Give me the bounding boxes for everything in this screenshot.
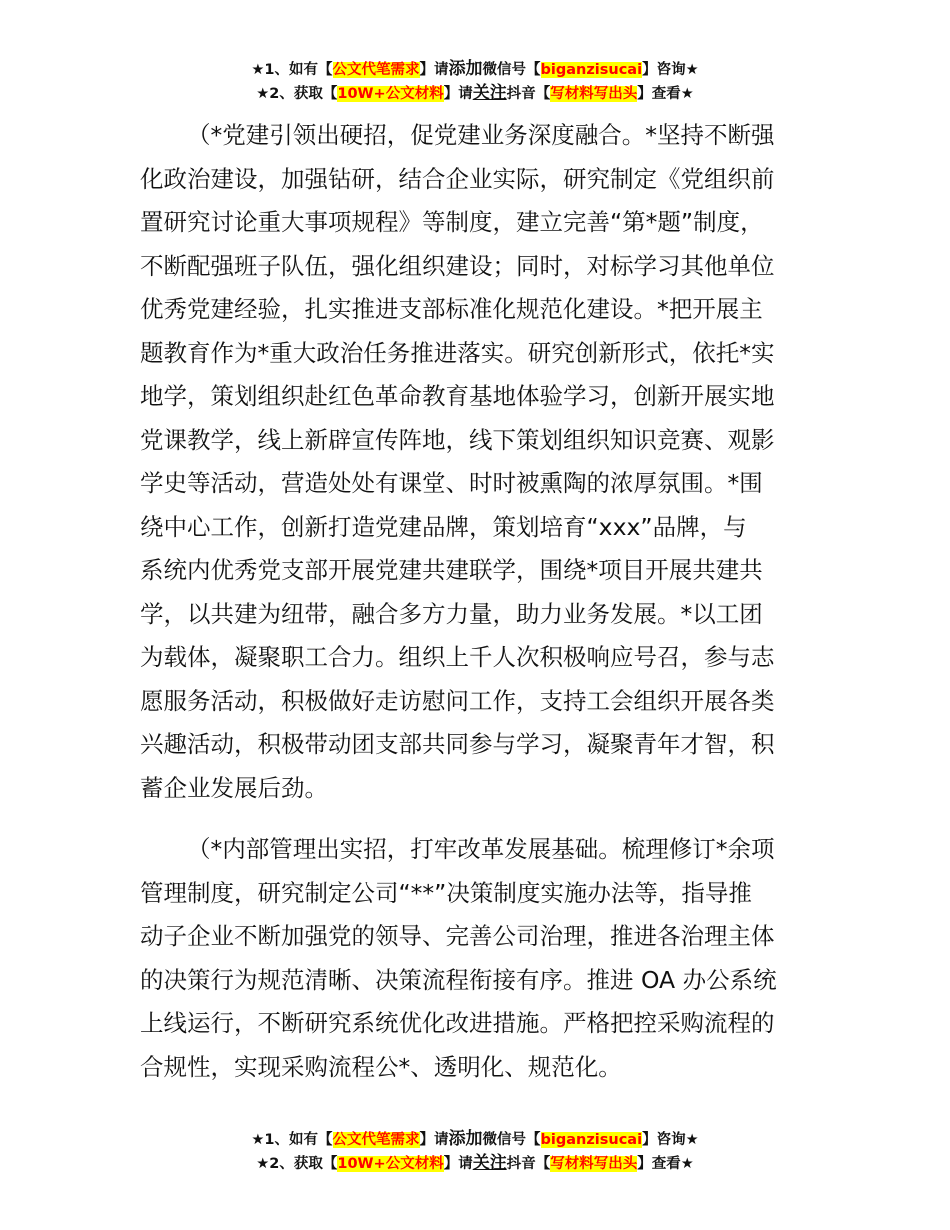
text-line: （*党建引领出硬招，促党建业务深度融合。*坚持不断强 [187, 121, 775, 149]
banner-prefix: ★2、获取 [256, 86, 323, 102]
text-line: 优秀党建经验，扎实推进支部标准化规范化建设。*把开展主 [140, 295, 763, 323]
banner-text: 微信号 [482, 1132, 527, 1148]
text-line: 系统内优秀党支部开展党建共建联学，围绕*项目开展共建共 [140, 556, 763, 584]
highlight-wechat-id: biganzisucai [540, 1132, 643, 1148]
highlight-ghostwriting-demand: 公文代笔需求 [332, 1132, 420, 1148]
text-line: 的决策行为规范清晰、决策流程衔接有序。推进 OA 办公系统 [140, 965, 777, 994]
text-line: 党课教学，线上新辟宣传阵地，线下策划组织知识竞赛、观影 [140, 425, 775, 454]
text-line: 学史等活动，营造处处有课堂、时时被熏陶的浓厚氛围。*围 [140, 469, 763, 497]
bracket-close: 】 [443, 86, 459, 102]
text-line: 动子企业不断加强党的领导、完善公司治理，推进各治理主体 [140, 922, 775, 950]
banner-text: 请 [434, 1132, 449, 1148]
document-body [140, 114, 830, 1089]
banner-text: 请 [458, 86, 473, 102]
banner-suffix: 咨询★ [656, 1132, 699, 1148]
banner-prefix: ★1、如有 [251, 1132, 319, 1148]
highlight-douyin-account: 写材料写出头 [550, 1156, 638, 1172]
bracket-open: 【 [318, 1132, 333, 1148]
header-banner-line-2 [0, 82, 950, 106]
bracket-close: 】 [419, 62, 435, 78]
bracket-open: 【 [535, 1156, 551, 1172]
text-line: 合规性，实现采购流程公*、透明化、规范化。 [140, 1052, 622, 1081]
highlight-materials: 10W+公文材料 [337, 1156, 444, 1172]
banner-text: 请 [458, 1156, 473, 1172]
text-line: 地学，策划组织赴红色革命教育基地体验学习，创新开展实地 [140, 382, 775, 410]
banner-text: 抖音 [506, 1156, 536, 1172]
text-line: 题教育作为*重大政治任务推进落实。研究创新形式，依托*实 [140, 338, 775, 367]
header-banner [0, 58, 950, 106]
text-line: 兴趣活动，积极带动团支部共同参与学习，凝聚青年才智，积 [140, 730, 775, 758]
bracket-open: 【 [535, 86, 551, 102]
footer-banner [0, 1128, 950, 1176]
banner-suffix: 查看★ [651, 1156, 694, 1172]
text-line: 不断配强班子队伍，强化组织建设；同时，对标学习其他单位 [140, 251, 775, 280]
banner-text: 微信号 [482, 62, 527, 78]
banner-text: 抖音 [506, 86, 536, 102]
bracket-open: 【 [318, 62, 333, 78]
bracket-open: 【 [526, 1132, 541, 1148]
text-line: 愿服务活动，积极做好走访慰问工作，支持工会组织开展各类 [140, 686, 775, 715]
text-line: 化政治建设，加强钻研，结合企业实际，研究制定《党组织前 [140, 164, 775, 193]
bracket-close: 】 [419, 1132, 435, 1148]
text-line: （*内部管理出实招，打牢改革发展基础。梳理修订*余项 [187, 835, 775, 863]
text-line: 置研究讨论重大事项规程》等制度，建立完善“第*题”制度， [140, 208, 764, 236]
banner-suffix: 查看★ [651, 86, 694, 102]
banner-emphasis: 关注 [472, 1153, 507, 1173]
footer-banner-line-1 [0, 1128, 950, 1152]
text-line: 为载体，凝聚职工合力。组织上千人次积极响应号召，参与志 [140, 643, 775, 671]
bracket-close: 】 [642, 62, 657, 78]
bracket-open: 【 [526, 62, 541, 78]
text-line: 管理制度，研究制定公司“**”决策制度实施办法等，指导推 [140, 878, 752, 907]
banner-emphasis: 关注 [472, 83, 507, 103]
bracket-close: 】 [443, 1156, 459, 1172]
highlight-wechat-id: biganzisucai [540, 62, 643, 78]
paragraph-internal-management [140, 828, 830, 1089]
bracket-close: 】 [642, 1132, 657, 1148]
banner-emphasis: 添加 [448, 59, 483, 79]
bracket-open: 【 [322, 86, 338, 102]
paragraph-party-building [140, 114, 830, 810]
footer-banner-line-2 [0, 1152, 950, 1176]
bracket-close: 】 [637, 86, 652, 102]
text-line: 绕中心工作，创新打造党建品牌，策划培育“xxx”品牌，与 [140, 512, 747, 541]
banner-prefix: ★2、获取 [256, 1156, 323, 1172]
bracket-open: 【 [322, 1156, 338, 1172]
banner-suffix: 咨询★ [656, 62, 699, 78]
text-line: 蓄企业发展后劲。 [140, 773, 328, 802]
highlight-douyin-account: 写材料写出头 [550, 86, 638, 102]
bracket-close: 】 [637, 1156, 652, 1172]
banner-emphasis: 添加 [448, 1129, 483, 1149]
highlight-materials: 10W+公文材料 [337, 86, 444, 102]
header-banner-line-1 [0, 58, 950, 82]
text-line: 上线运行，不断研究系统优化改进措施。严格把控采购流程的 [140, 1009, 775, 1037]
banner-text: 请 [434, 62, 449, 78]
highlight-ghostwriting-demand: 公文代笔需求 [332, 62, 420, 78]
text-line: 学，以共建为纽带，融合多方力量，助力业务发展。*以工团 [140, 599, 763, 628]
banner-prefix: ★1、如有 [251, 62, 319, 78]
